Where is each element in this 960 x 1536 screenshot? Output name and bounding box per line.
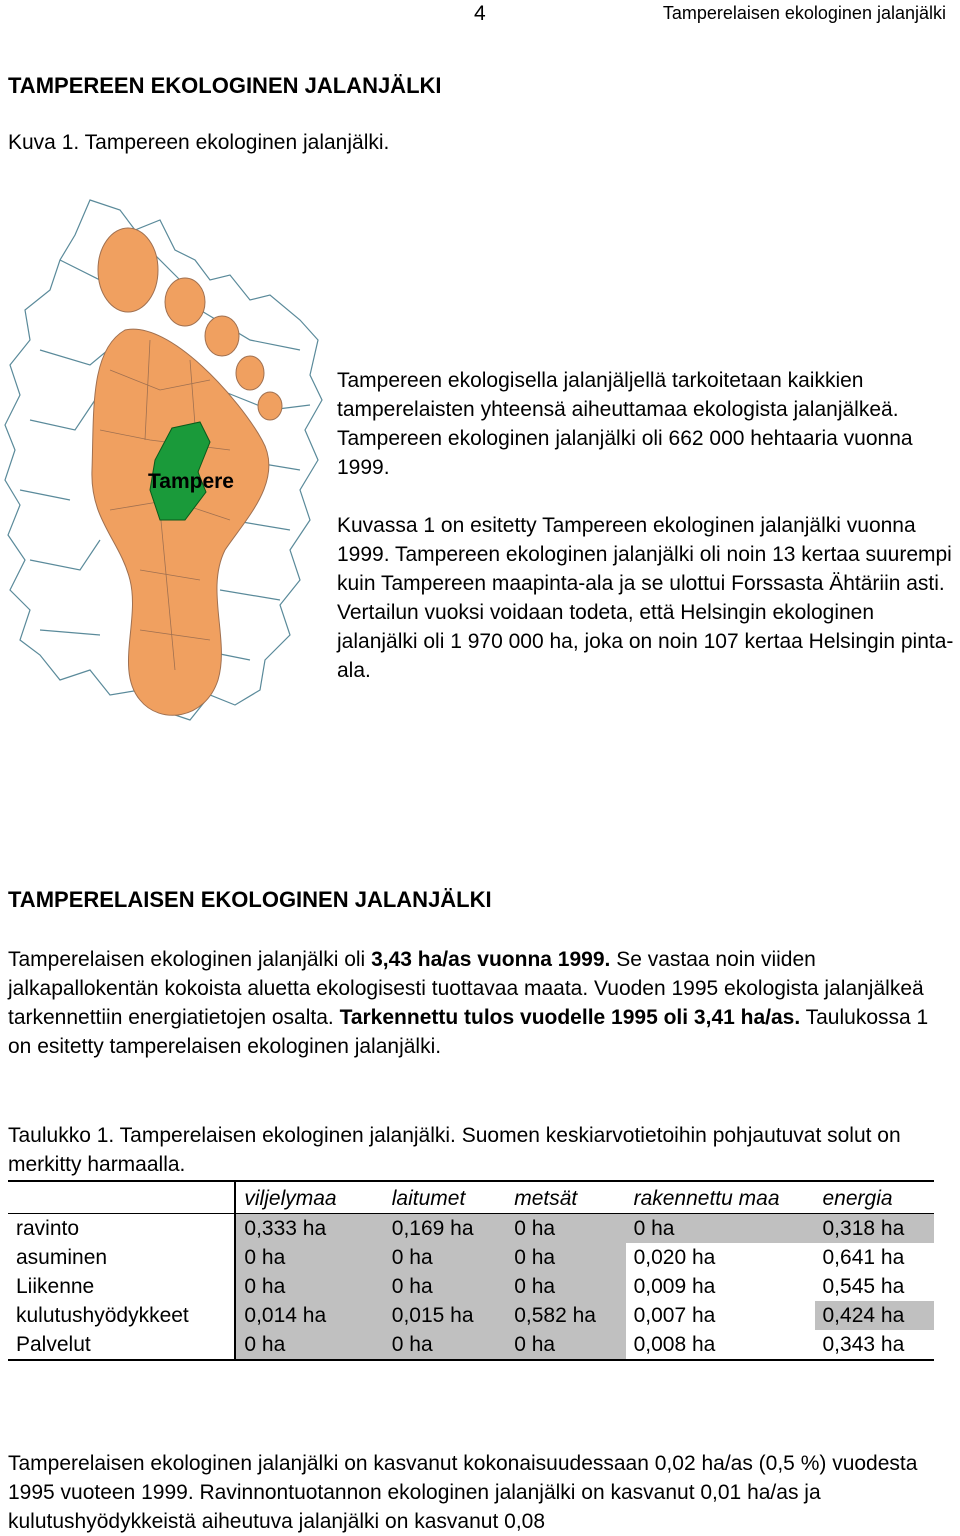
table-cell: 0,641 ha [822,1246,905,1269]
table-header-cell: rakennettu maa [633,1187,780,1210]
row-label: Liikenne [8,1272,235,1301]
row-label: Palvelut [8,1330,235,1360]
table-cell: 0,020 ha [633,1246,716,1269]
paragraph-1: Tampereen ekologisella jalanjäljellä tarkoitetaan kaikkien tamperelaisten yhteensä aiheuttamaa ekologista jalanjälkeä. Tampereen ekologinen jalanjälki oli 662 000 hehtaaria vuonna 1999. [337,369,913,479]
table-cell: 0 ha [384,1272,506,1301]
p3-text-a: Tamperelaisen ekologinen jalanjälki oli [8,948,372,971]
table-cell: 0 ha [506,1214,625,1244]
p3-bold-b: Tarkennettu tulos vuodelle 1995 oli 3,41 ha/as. [339,1006,801,1029]
table-row [8,1301,934,1330]
paragraph-5: Tamperelaisen ekologinen jalanjälki on kasvanut kokonaisuudessaan 0,02 ha/as (0,5 %) vuodesta 1995 vuoteen 1999. Ravinnontuotannon ekologinen jalanjälki on kasvanut 0,01 ha/as ja kulutushyödykkeistä aiheutuva jalanjälki on kasvanut 0,08 [8,1452,918,1533]
table-cell: 0,545 ha [822,1275,905,1298]
row-label: asuminen [8,1243,235,1272]
page-number: 4 [474,2,486,25]
table-caption: Taulukko 1. Tamperelaisen ekologinen jalanjälki. Suomen keskiarvotietoihin pohjautuvat solut on merkitty harmaalla. [8,1124,901,1176]
table-cell: 0 ha [384,1243,506,1272]
table-header-cell: viljelymaa [244,1187,337,1210]
table-cell: 0 ha [506,1272,625,1301]
tampere-label: Tampere [148,470,234,493]
p3-text-b: Se vastaa noin viiden jalkapallokentän kokoista aluetta ekologisesti tuottavaa maata. Vuoden 1995 ekologista jalanjälkeä tarkennettiin energiatietojen osalta. [8,948,924,1029]
table-cell: 0,169 ha [384,1214,506,1244]
table-row [8,1330,934,1360]
table-cell: 0,343 ha [815,1330,935,1360]
row-label: ravinto [8,1214,235,1244]
table-cell: 0 ha [384,1330,506,1360]
p3-text-c: Taulukossa 1 on esitetty tamperelaisen ekologinen jalanjälki. [8,1006,929,1058]
table-cell: 0 ha [235,1243,383,1272]
table-row [8,1272,934,1301]
footprint-map [0,190,330,725]
table-header-cell: laitumet [391,1187,466,1210]
table-cell: 0 ha [626,1214,815,1244]
table-cell: 0 ha [506,1330,625,1360]
table-header-cell [8,1181,235,1214]
table-cell: 0,007 ha [633,1304,716,1327]
table-cell: 0,014 ha [235,1301,383,1330]
table-cell: 0,008 ha [626,1330,815,1360]
paragraph-2: Kuvassa 1 on esitetty Tampereen ekologinen jalanjälki vuonna 1999. Tampereen ekologinen jalanjälki oli noin 13 kertaa suurempi kuin Tampereen maapinta-ala ja se ulottui Forssasta Ähtäriin asti. Vertailun vuoksi voidaan todeta, että Helsingin ekologinen jalanjälki oli 1 970 000 ha, joka on noin 107 kertaa Helsingin pinta-ala. [337,514,954,682]
running-header: Tamperelaisen ekologinen jalanjälki [662,3,946,23]
table-cell: 0,318 ha [815,1214,935,1244]
paragraph-3 [8,945,948,1061]
table-cell: 0,333 ha [235,1214,383,1244]
table-cell: 0,582 ha [506,1301,625,1330]
table-row [8,1243,934,1272]
row-label: kulutushyödykkeet [8,1301,235,1330]
table-cell: 0 ha [235,1330,383,1360]
table-cell: 0,424 ha [815,1301,935,1330]
table-cell: 0 ha [235,1272,383,1301]
figure-caption: Kuva 1. Tampereen ekologinen jalanjälki. [8,131,390,154]
table-header-cell: energia [822,1187,893,1210]
footprint-table [8,1180,934,1361]
table-cell: 0 ha [506,1243,625,1272]
table-header-row [8,1181,934,1214]
table-header-cell: metsät [514,1187,578,1210]
table-cell: 0,009 ha [633,1275,716,1298]
section-heading: TAMPEREEN EKOLOGINEN JALANJÄLKI [8,73,442,98]
table-cell: 0,015 ha [384,1301,506,1330]
table-row [8,1214,934,1244]
section-heading-2: TAMPERELAISEN EKOLOGINEN JALANJÄLKI [8,887,492,912]
p3-bold-a: 3,43 ha/as vuonna 1999. [371,948,611,971]
